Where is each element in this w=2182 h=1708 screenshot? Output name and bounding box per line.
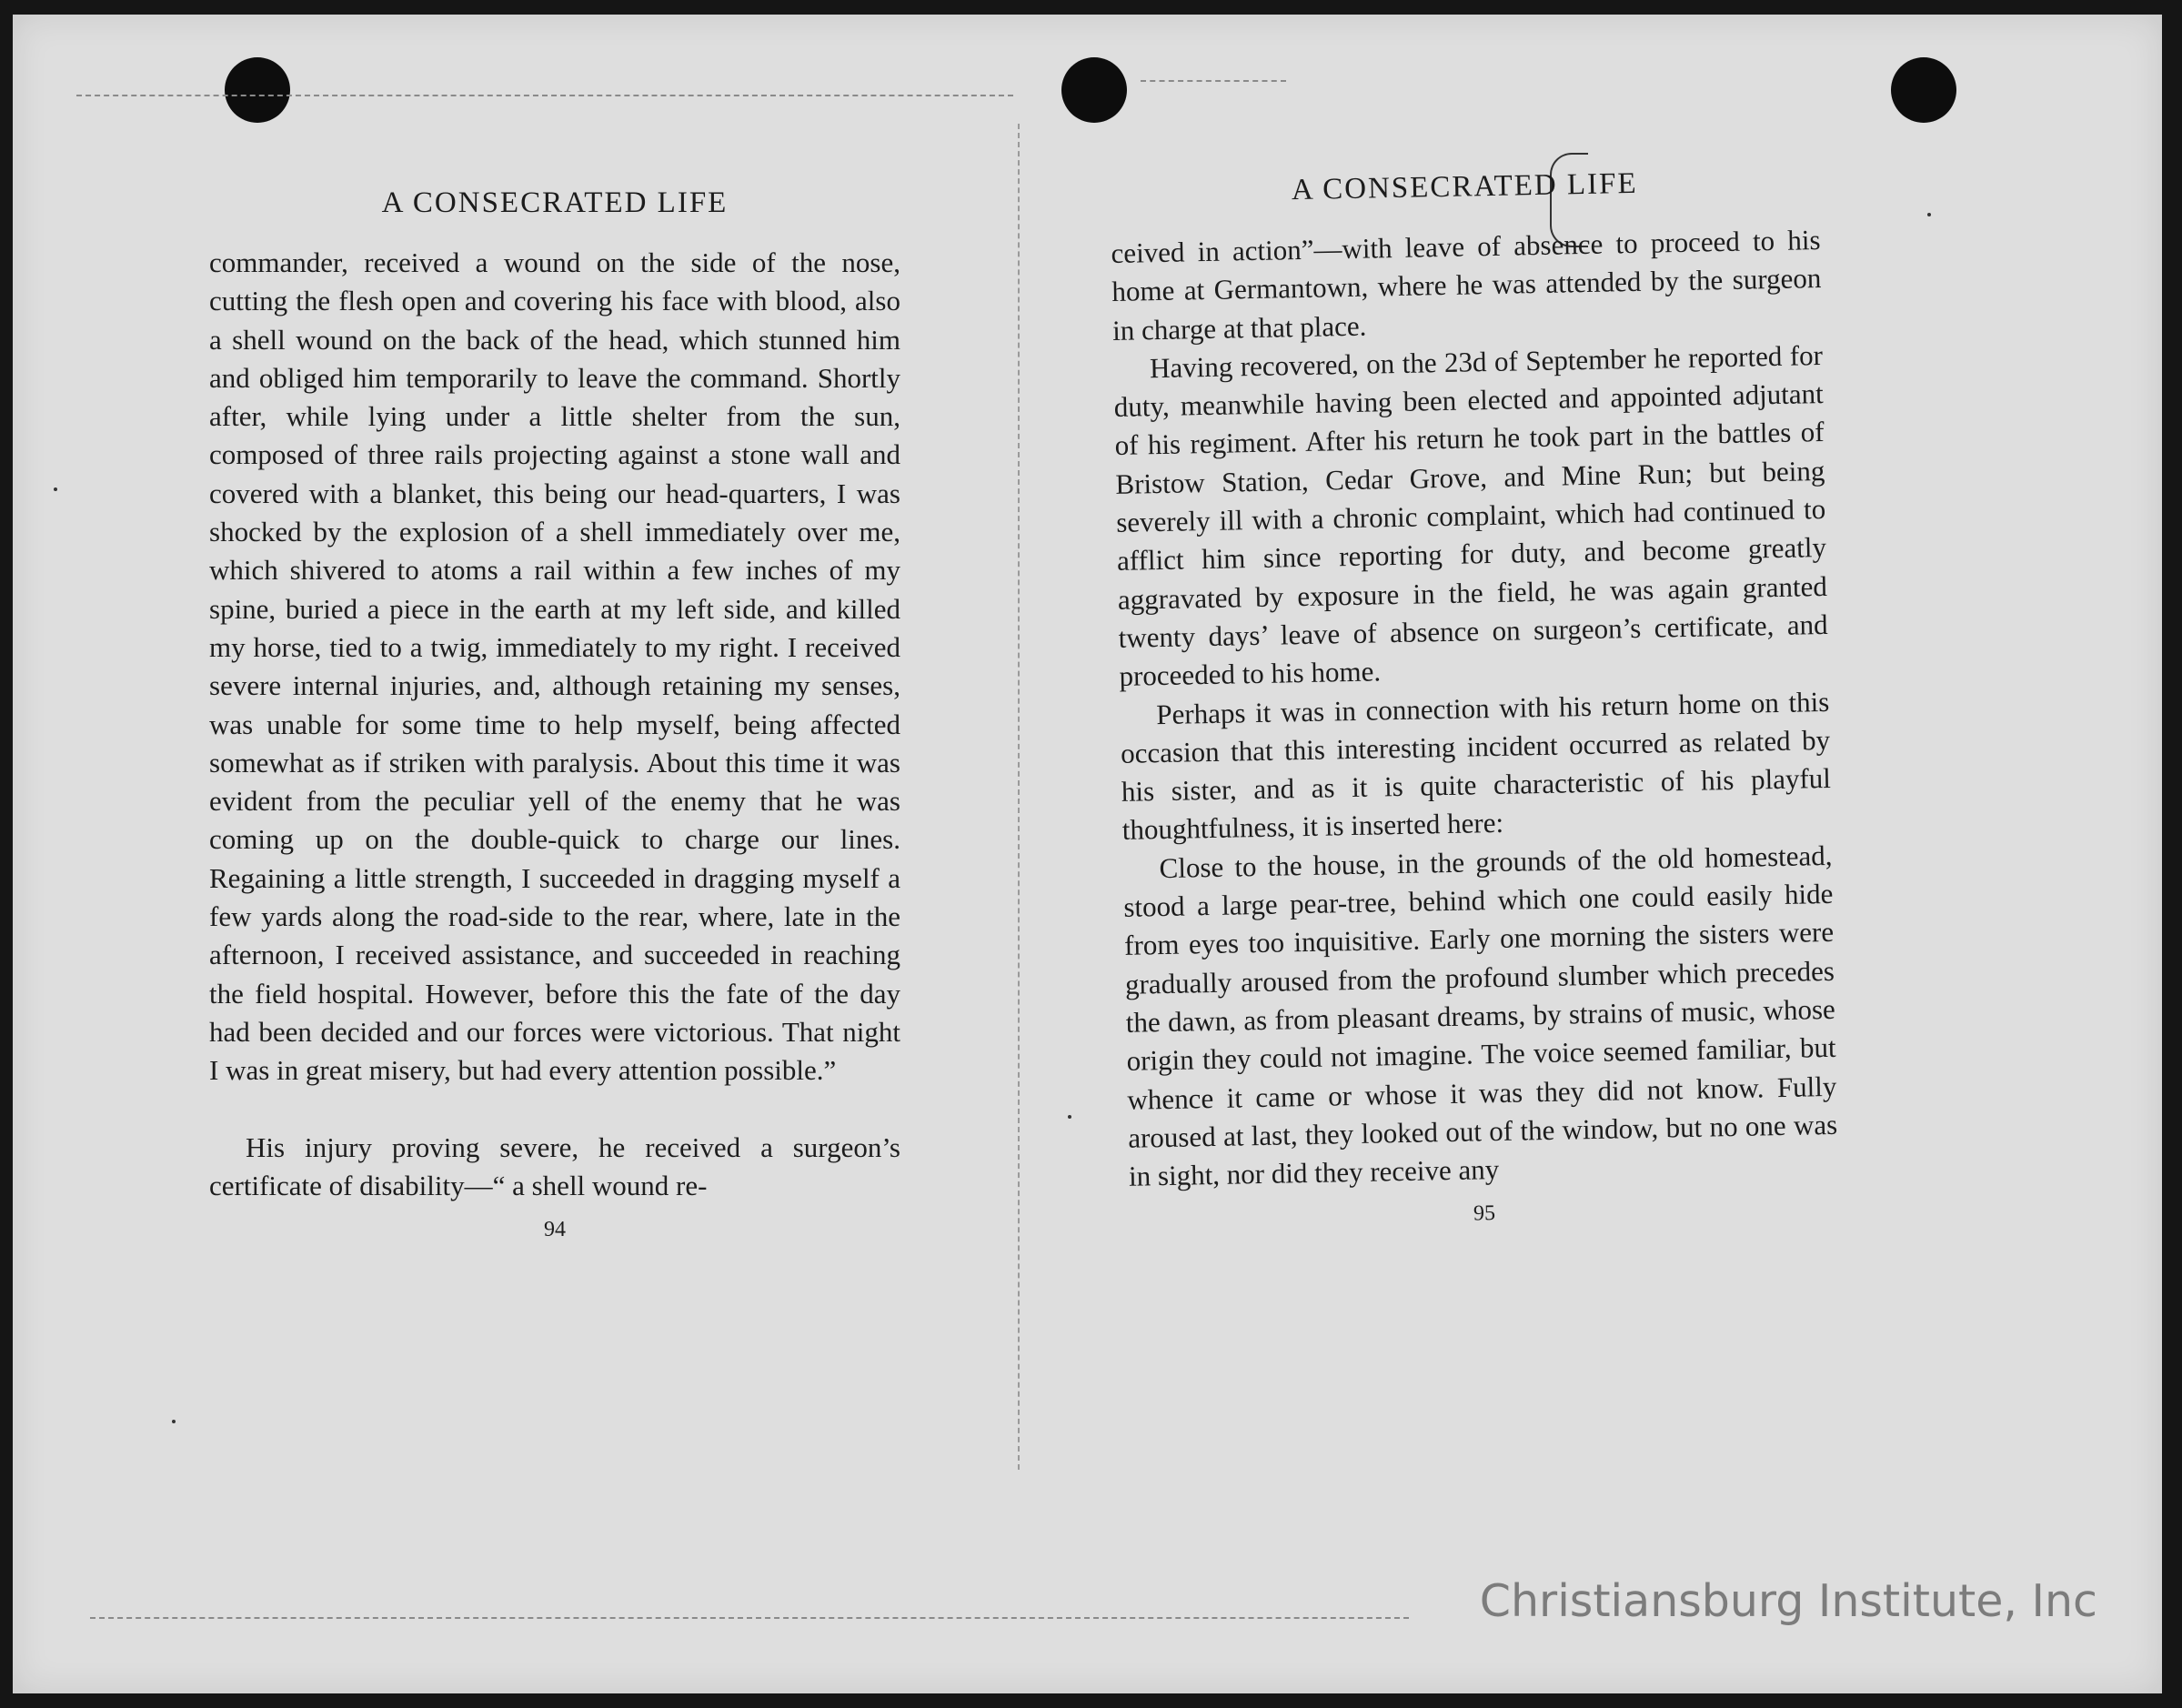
crop-line-top-right [1141,80,1286,82]
page-number-left: 94 [544,1218,566,1242]
paragraph: Close to the house, in the grounds of the old homestead, stood a large pear-tree, behind which one could easily hide from eyes too inquisitive. Early one morning the sisters were gradually aroused from the profound slumber which precedes the dawn, as from pleasant dreams, by strains of music, whose origin they could not imagine. The voice seemed familiar, but whence it came or whose it was they did not know. Fully aroused at last, they looked out of the window, but no one was in sight, nor did they receive any [1123,839,1838,1192]
speck [1927,213,1931,216]
running-head-left: A CONSECRATED LIFE [381,186,729,219]
paragraph: commander, received a wound on the side of the nose, cutting the flesh open and covering his face with blood, also a shell wound on the back of the head, which stunned him and obliged him temporarily to leave the command. Shortly after, while lying under a little shelter from the sun, composed of three rails projecting against a stone wall and covered with a blanket, this being our head-quarters, I was shocked by the explosion of a shell immediately over me, which shivered to atoms a rail within a few inches of my spine, buried a piece in the earth at my left side, and killed my horse, tied to a twig, immediately to my right. I received severe internal injuries, and, although retaining my senses, was unable for some time to help myself, being affected somewhat as if striken with paralysis. About this time it was evident from the peculiar yell of the enemy that he was coming up on the double-quick to charge our lines. Regaining a little strength, I succeeded in dragging myself a few yards along the road-side to the rear, where, late in the afternoon, I received assistance, and succeeded in reaching the field hospital. However, before this the fate of the day had been decided and our forces were victorious. That night I was in great misery, but had every attention possible.” [209,246,900,1087]
punch-hole-center [1061,57,1127,123]
crop-line-bottom [90,1617,1409,1619]
right-page-body [1111,221,1838,1196]
paragraph: ceived in action”—with leave of absence to proceed to his home at Germantown, where he was attended by the surgeon in charge at that place. [1111,224,1822,347]
left-page [209,186,900,1242]
watermark: Christiansburg Institute, Inc [1479,1575,2097,1627]
running-head-right: A CONSECRATED LIFE [1291,166,1638,207]
left-page-body [209,244,900,1205]
punch-hole-left [225,57,290,123]
punch-hole-right [1891,57,1956,123]
speck [172,1420,176,1423]
paragraph: Having recovered, on the 23d of September he reported for duty, meanwhile having been elected and appointed adjutant of his regiment. After his return he took part in the battles of Bristow Station, Cedar Grove, and Mine Run; but being severely ill with a chronic complaint, which had continued to afflict him since reporting for duty, and become greatly aggravated by exposure in the field, he was again granted twenty days’ leave of absence on surgeon’s certificate, and proceeded to his home. [1113,338,1828,693]
right-page [1110,164,1839,1233]
speck [1068,1115,1071,1119]
page-gutter-line [1018,124,1020,1470]
paragraph: His injury proving severe, he received a surgeon’s certificate of disability—“ a shell wound re- [209,1130,900,1201]
paragraph: Perhaps it was in connection with his return home on this occasion that this interesting incident occurred as related by his sister, and as it is quite characteristic of his playful thoughtfulness, it is inserted here: [1120,685,1832,847]
speck [54,487,57,491]
crop-line-top-left [76,95,1013,96]
page-number-right: 95 [1473,1201,1496,1226]
